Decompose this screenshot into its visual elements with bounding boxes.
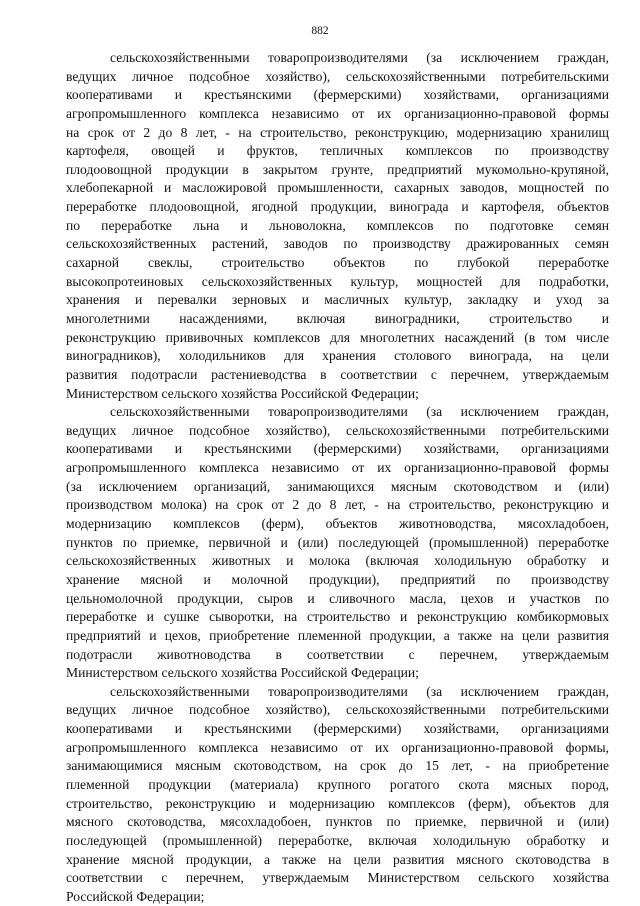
text-line: кооперативами и крестьянскими (фермерскими) хозяйствами, организациями [66,441,609,457]
text-line: мясного скотоводства, мясохладобоен, пунктов по приемке, первичной и (или) [66,814,609,830]
text-line: последующей (промышленной) переработке, включая холодильную обработку и [66,832,609,848]
text-line: агропромышленного комплекса независимо от их организационно-правовой формы [66,460,609,476]
text-line: виноградников), холодильников для хранения столового винограда, на цели [66,348,609,364]
text-line: хлебопекарной и масложировой промышленности, сахарных заводов, мощностей по [66,180,609,196]
text-line: предприятий и цехов, приобретение племенной продукции, а также на цели развития [66,627,609,643]
document-body [66,49,609,906]
text-line: многолетними насаждениями, включая виноградники, строительство и [66,310,609,326]
text-line: высокопротеиновых сельскохозяйственных культур, мощностей для подработки, [66,273,609,289]
text-line: переработке плодоовощной, ягодной продукции, винограда и картофеля, объектов [66,199,609,215]
text-line: соответствии с перечнем, утверждаемым Министерством сельского хозяйства [66,870,609,886]
text-line: реконструкцию прививочных комплексов для многолетних насаждений (в том числе [66,329,609,345]
text-line: Министерством сельского хозяйства Российской Федерации; [66,385,419,401]
text-line: строительство, реконструкцию и модернизацию комплексов (ферм), объектов для [66,795,609,811]
text-line: хранения и перевалки зерновых и масличных культур, закладку и уход за [66,292,609,308]
text-line: пунктов по приемке, первичной и (или) последующей (промышленной) переработке [66,534,609,550]
text-line: сельскохозяйственных растений, заводов по производству дражированных семян [66,236,609,252]
text-line: развития подотрасли растениеводства в соответствии с перечнем, утверждаемым [66,366,609,382]
text-line: сельскохозяйственных животных и молока (включая холодильную обработку и [66,553,609,569]
text-line: (за исключением организаций, занимающихся мясным скотоводством и (или) [66,478,609,494]
text-line: производством молока) на срок от 2 до 8 лет, - на строительство, реконструкцию и [66,497,609,513]
text-line: на срок от 2 до 8 лет, - на строительство, реконструкцию, модернизацию хранилищ [66,124,609,140]
paragraph [66,403,609,683]
text-line: хранение мясной и молочной продукции), предприятий по производству [66,571,609,587]
text-line: ведущих личное подсобное хозяйство), сельскохозяйственными потребительскими [66,702,609,718]
text-line: по переработке льна и льноволокна, комплексов по подготовке семян [66,217,609,233]
text-line: кооперативами и крестьянскими (фермерскими) хозяйствами, организациями [66,721,609,737]
text-line: картофеля, овощей и фруктов, тепличных комплексов по производству [66,143,609,159]
text-line: модернизацию комплексов (ферм), объектов животноводства, мясохладобоен, [66,516,609,532]
page-number: 882 [311,25,329,37]
text-line: ведущих личное подсобное хозяйство), сельскохозяйственными потребительскими [66,422,609,438]
text-line: занимающимися мясным скотоводством, на срок до 15 лет, - на приобретение [66,758,609,774]
text-line: подотрасли животноводства в соответствии с перечнем, утверждаемым [66,646,609,662]
text-line: сельскохозяйственными товаропроизводителями (за исключением граждан, [110,404,609,420]
text-line: агропромышленного комплекса независимо от их организационно-правовой формы [66,105,609,121]
text-line: агропромышленного комплекса независимо от их организационно-правовой формы, [66,739,609,755]
paragraph [66,49,609,403]
paragraph [66,683,609,906]
text-line: племенной продукции (материала) крупного рогатого скота мясных пород, [66,776,609,792]
text-line: сахарной свеклы, строительство объектов по глубокой переработке [66,255,609,271]
text-line: кооперативами и крестьянскими (фермерскими) хозяйствами, организациями [66,87,609,103]
text-line: переработке и сушке сыворотки, на строительство и реконструкцию комбикормовых [66,609,609,625]
text-line: Министерством сельского хозяйства Российской Федерации; [66,665,419,681]
text-line: плодоовощной продукции в закрытом грунте, предприятий мукомольно-крупяной, [66,161,609,177]
text-line: ведущих личное подсобное хозяйство), сельскохозяйственными потребительскими [66,68,609,84]
text-line: цельномолочной продукции, сыров и сливочного масла, цехов и участков по [66,590,609,606]
text-line: хранение мясной продукции, а также на цели развития мясного скотоводства в [66,851,609,867]
text-line: сельскохозяйственными товаропроизводителями (за исключением граждан, [110,683,609,699]
text-line: Российской Федерации; [66,888,205,904]
text-line: сельскохозяйственными товаропроизводителями (за исключением граждан, [110,50,609,65]
